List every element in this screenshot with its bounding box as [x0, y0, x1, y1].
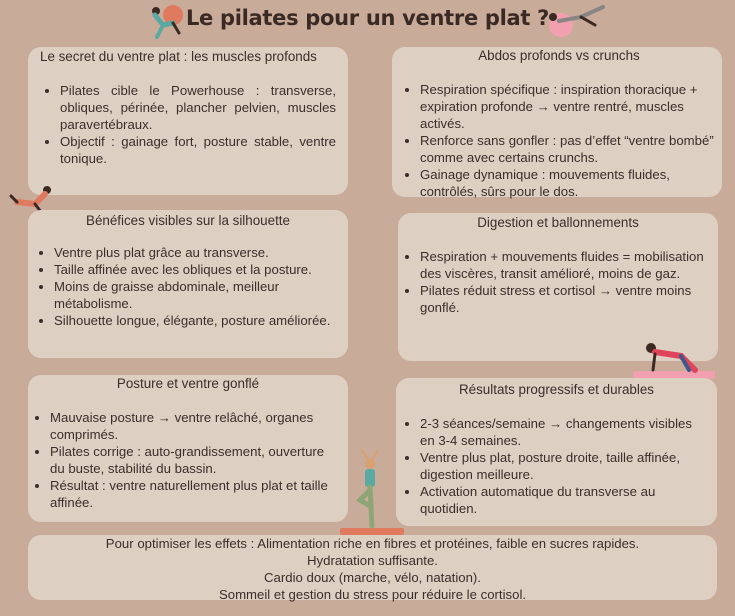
- list-item: • Renforce sans gonfler : pas d’effet “ventre bombé” comme avec certains crunchs.: [420, 132, 716, 166]
- card-heading: Abdos profonds vs crunchs: [478, 48, 640, 63]
- card-heading: Résultats progressifs et durables: [458, 382, 654, 397]
- list-item: • Objectif : gainage fort, posture stable, ventre tonique.: [60, 133, 336, 167]
- card-list: [408, 248, 708, 316]
- list-item: • Résultat : ventre naturellement plus plat et taille affinée.: [50, 477, 336, 511]
- card-list: [40, 244, 336, 329]
- list-item: • Ventre plus plat, posture droite, taille affinée, digestion meilleure.: [420, 449, 707, 483]
- card-list: [40, 82, 336, 167]
- list-item: • Ventre plus plat grâce au transverse.: [54, 244, 336, 261]
- list-item: • Moins de graisse abdominale, meilleur métabolisme.: [54, 278, 336, 312]
- footer-line: Pour optimiser les effets : Alimentation riche en fibres et protéines, faible en sucres rapides.: [105, 536, 640, 551]
- woman-stretch-icon: [543, 3, 609, 41]
- card-secret-ventre-plat: [28, 47, 348, 195]
- card-benefices-silhouette: [28, 210, 348, 358]
- footer-line: Cardio doux (marche, vélo, natation).: [264, 570, 481, 585]
- card-heading: Digestion et ballonnements: [477, 215, 639, 230]
- woman-plank-icon: [633, 340, 715, 380]
- woman-standing-yoga-icon: [340, 448, 404, 536]
- card-list: [406, 415, 707, 517]
- list-item: • Pilates réduit stress et cortisol → ventre moins gonflé.: [420, 282, 708, 316]
- footer-line: Hydratation suffisante.: [307, 553, 438, 568]
- page-title: Le pilates pour un ventre plat ?: [185, 6, 550, 30]
- card-list: [402, 81, 716, 200]
- list-item: • Activation automatique du transverse au quotidien.: [420, 483, 707, 517]
- list-item: • 2-3 séances/semaine → changements visibles en 3-4 semaines.: [420, 415, 707, 449]
- card-abdos-profonds: [392, 47, 722, 197]
- card-heading: Bénéfices visibles sur la silhouette: [86, 213, 290, 228]
- list-item: • Mauvaise posture → ventre relâché, organes comprimés.: [50, 409, 336, 443]
- list-item: • Pilates cible le Powerhouse : transverse, obliques, périnée, plancher pelvien, muscles paravertébraux.: [60, 82, 336, 133]
- list-item: • Silhouette longue, élégante, posture améliorée.: [54, 312, 336, 329]
- list-item: • Pilates corrige : auto-grandissement, ouverture du buste, stabilité du bassin.: [50, 443, 336, 477]
- card-posture: [28, 375, 348, 522]
- card-heading: Posture et ventre gonflé: [116, 376, 260, 391]
- footer-line: Sommeil et gestion du stress pour réduire le cortisol.: [218, 587, 527, 602]
- card-list: [40, 409, 336, 511]
- woman-ball-exercise-icon: [145, 3, 187, 43]
- card-resultats: [396, 378, 717, 526]
- card-digestion: [398, 213, 718, 361]
- card-heading: Le secret du ventre plat : les muscles profonds: [40, 49, 317, 64]
- list-item: • Gainage dynamique : mouvements fluides, contrôlés, sûrs pour le dos.: [420, 166, 716, 200]
- list-item: • Respiration + mouvements fluides = mobilisation des viscères, transit amélioré, moins de gaz.: [420, 248, 708, 282]
- card-optimiser: [28, 535, 717, 600]
- list-item: • Taille affinée avec les obliques et la posture.: [54, 261, 336, 278]
- list-item: • Respiration spécifique : inspiration thoracique + expiration profonde → ventre rentré, muscles activés.: [420, 81, 716, 132]
